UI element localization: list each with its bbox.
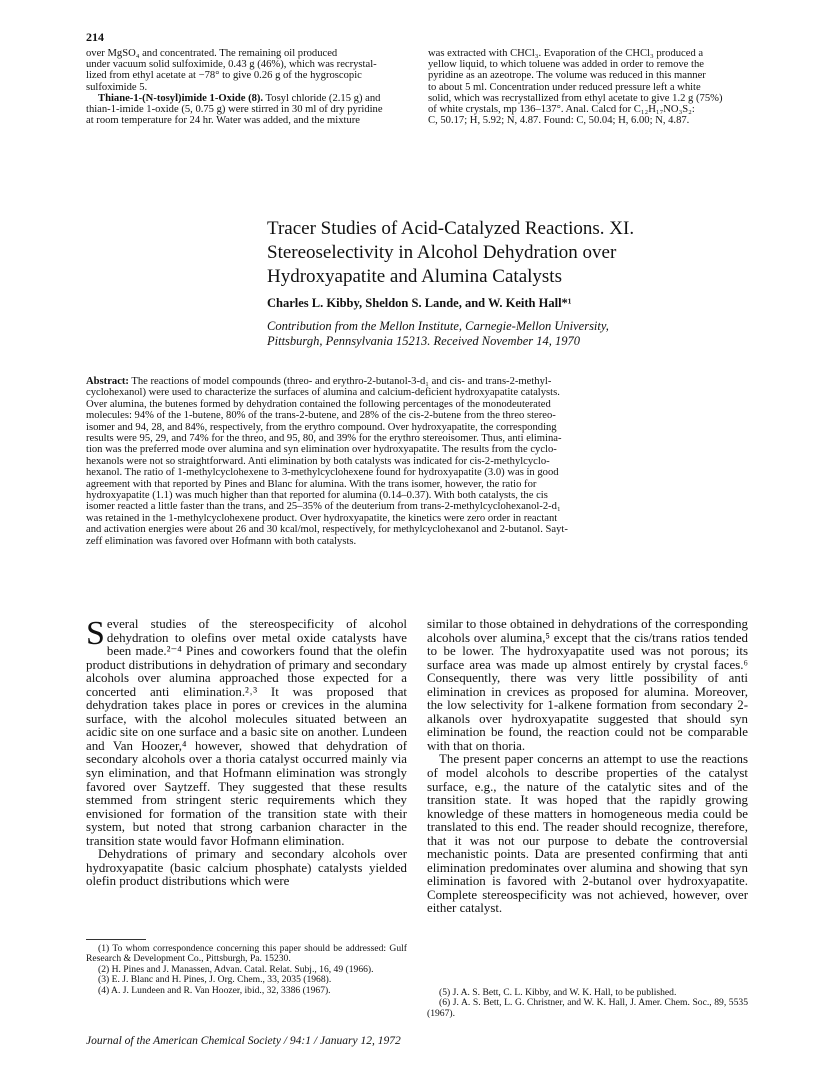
abstract-line: isomer and 94, 28, and 84%, respectively, from the erythro compound. Over hydroxyapatite, the corresponding bbox=[86, 421, 557, 433]
affiliation bbox=[267, 319, 609, 349]
abstract-line: Over alumina, the butenes formed by dehydration contained the following percentages of the monodeuterated bbox=[86, 398, 551, 410]
footnote: (4) A. J. Lundeen and R. Van Hoozer, ibid., 32, 3386 (1967). bbox=[98, 984, 331, 996]
abstract-line: tion was the preferred mode over alumina and syn elimination over hydroxyapatite. The results from the cyclo- bbox=[86, 444, 557, 456]
abstract-line: hexanol. The ratio of 1-methylcyclohexene to 3-methylcyclohexene found for hydroxyapatite (3.0) was in good bbox=[86, 467, 559, 479]
prev-left-line: over MgSO₄ and concentrated. The remaining oil produced bbox=[86, 48, 338, 59]
abstract-text: The reactions of model compounds (threo- and erythro-2-butanol-3-d₁ and cis- and trans-2-methyl- bbox=[128, 376, 552, 387]
prev-left-line: lized from ethyl acetate at −78° to give 0.26 g of the hygroscopic bbox=[86, 70, 362, 82]
body-paragraph: Dehydrations of primary and secondary alcohols over hydroxyapatite (basic calcium phosphate) catalysts yielded olefin product distributions which were bbox=[86, 847, 407, 889]
drop-cap: S bbox=[86, 615, 105, 652]
prev-article-right-column bbox=[428, 48, 748, 126]
intro-text: everal studies of the stereospecificity of alcohol dehydration to olefins over metal oxide catalysts have been made.²⁻⁴ Pines and coworkers found that the olefin product distributions in dehydration of primary and secondary alcohols over alumina approached those expected for a concerted anti elimination.²˒³ It was proposed that dehydration takes place in pores or crevices in the alumina surface, with the alcohol molecules situated between an acidic site on one surface and a basic site on another. Lundeen and Van Hoozer,⁴ however, showed that dehydration of secondary alcohols over a thoria catalyst occurred mainly via syn elimination, and that Hofmann elimination was strongly favored over Saytzeff. They suggested that these results stemmed from stringent steric requirements which they envisioned for formation of the transition state with their system, but noted that strong carbanion character in the transition state would favor Hofmann elimination. bbox=[86, 617, 407, 848]
abstract-line: molecules: 94% of the 1-butene, 80% of the trans-2-butene, and 28% of the cis-2-butene from the threo stereo- bbox=[86, 410, 556, 422]
abstract-line: and activation energies were about 26 and 30 kcal/mol, respectively, for methylcyclohexanol and 2-butanol. Sayt- bbox=[86, 524, 568, 536]
prev-article-left-column bbox=[86, 48, 406, 126]
abstract-line: isomer reacted a little faster than the trans, and 25–35% of the deuterium from trans-2-methylcyclohexanol-2-d₁ bbox=[86, 501, 561, 513]
body-right-column bbox=[427, 618, 748, 916]
footnote: (6) J. A. S. Bett, L. G. Christner, and W. K. Hall, J. Amer. Chem. Soc., 89, 5535 (1967). bbox=[427, 997, 748, 1019]
abstract-line: was retained in the 1-methylcyclohexene product. Over hydroxyapatite, the kinetics were zero order in reactant bbox=[86, 512, 558, 524]
abstract-line: zeff elimination was favored over Hofmann with both catalysts. bbox=[86, 535, 357, 547]
compound-heading: Thiane-1-(N-tosyl)imide 1-Oxide (8). bbox=[98, 92, 264, 104]
prev-left-line: under vacuum solid sulfoximide, 0.43 g (46%), which was recrystal- bbox=[86, 59, 377, 71]
prev-right-line: pyridine as an azeotrope. The volume was reduced in this manner bbox=[428, 70, 706, 82]
prev-left-text: Tosyl chloride (2.15 g) and bbox=[263, 92, 381, 104]
abstract-line: hexanols were not so straightforward. Anti elimination by both catalysts was indicated for cis-2-methylcyclo- bbox=[86, 455, 550, 467]
body-paragraph: similar to those obtained in dehydrations of the corresponding alcohols over alumina,⁵ except that the cis/trans ratios tended to be lower. The hydroxyapatite used was not porous; its surface area was made up almost entirely by crystal faces.⁶ Consequently, there was very little possibility of anti elimination in crevices as proposed for alumina. Moreover, the low selectivity for 1-alkene formation from secondary 2-alkanols over hydroxyapatite suggested that should syn elimination be found, the reaction could not be comparable with that on thoria. bbox=[427, 617, 748, 753]
prev-left-line: at room temperature for 24 hr. Water was added, and the mixture bbox=[86, 115, 360, 127]
abstract-label: Abstract: bbox=[86, 376, 129, 387]
prev-left-paragraph bbox=[86, 93, 406, 104]
abstract-line bbox=[86, 376, 741, 387]
abstract bbox=[86, 376, 741, 547]
footnote: (3) E. J. Blanc and H. Pines, J. Org. Chem., 33, 2035 (1968). bbox=[98, 974, 332, 986]
journal-footer: Journal of the American Chemical Society / 94:1 / January 12, 1972 bbox=[86, 1035, 401, 1047]
prev-right-line: to about 5 ml. Concentration under reduced pressure left a white bbox=[428, 81, 701, 93]
prev-right-line: of white crystals, mp 136–137°. Anal. Calcd for C₁₂H₁₇NO₃S₂: bbox=[428, 104, 695, 116]
footnotes-left bbox=[86, 944, 407, 996]
abstract-line: hydroxyapatite (1.1) was much higher than that reported for alumina (0.14–0.37). With both catalysts, the cis bbox=[86, 490, 548, 502]
prev-right-line: solid, which was recrystallized from ethyl acetate to give 1.2 g (75%) bbox=[428, 92, 723, 104]
footnotes-right bbox=[427, 988, 748, 1019]
prev-left-line: sulfoximide 5. bbox=[86, 81, 148, 93]
footnote: (5) J. A. S. Bett, C. L. Kibby, and W. K. Hall, to be published. bbox=[439, 987, 677, 998]
abstract-line: cyclohexanol) were used to characterize the surfaces of alumina and calcium-deficient hydroxyapatite catalysts. bbox=[86, 387, 560, 399]
prev-right-line: C, 50.17; H, 5.92; N, 4.87. Found: C, 50.04; H, 6.00; N, 4.87. bbox=[428, 115, 690, 127]
footnote-rule bbox=[86, 939, 146, 940]
prev-right-line: was extracted with CHCl₃. Evaporation of the CHCl₃ produced a bbox=[428, 48, 704, 59]
title-line: Hydroxyapatite and Alumina Catalysts bbox=[267, 266, 562, 287]
prev-left-line: thian-1-imide 1-oxide (5, 0.75 g) were stirred in 30 ml of dry pyridine bbox=[86, 104, 383, 116]
body-paragraph: The present paper concerns an attempt to use the reactions of model alcohols to describe properties of the catalyst surface, e.g., the nature of the catalytic sites and of the transition state. It was hoped that the rapidly growing knowledge of these matters in homogeneous media could be translated to this end. The reader should recognize, therefore, that it was not our purpose to debate the controversial mechanistic points. Data are presented confirming that anti elimination predominates over alumina and showing that syn elimination is favored with 2-butanol over hydroxyapatite. Complete stereospecificity was not achieved, however, over either catalyst. bbox=[427, 752, 748, 916]
title-line: Stereoselectivity in Alcohol Dehydration over bbox=[267, 242, 617, 263]
body-left-column bbox=[86, 615, 407, 889]
prev-right-line: yellow liquid, to which toluene was added in order to remove the bbox=[428, 59, 704, 71]
abstract-line: results were 95, 29, and 74% for the threo, and 95, 80, and 39% for the erythro stereoisomer. Thus, anti elimina- bbox=[86, 433, 562, 445]
affiliation-line: Contribution from the Mellon Institute, Carnegie-Mellon University, bbox=[267, 319, 609, 333]
abstract-line: agreement with that reported by Pines and Blanc for alumina. With the trans isomer, however, the ratio for bbox=[86, 478, 537, 490]
title-line: Tracer Studies of Acid-Catalyzed Reactions. XI. bbox=[267, 218, 635, 239]
footnote: (1) To whom correspondence concerning this paper should be addressed: Gulf Research & Development Co., Pittsburgh, Pa. 15230. bbox=[86, 943, 407, 965]
article-title bbox=[267, 217, 727, 289]
page-number: 214 bbox=[86, 30, 104, 44]
intro-paragraph bbox=[86, 615, 407, 848]
affiliation-line: Pittsburgh, Pennsylvania 15213. Received November 14, 1970 bbox=[267, 334, 581, 348]
author-list: Charles L. Kibby, Sheldon S. Lande, and W. Keith Hall*¹ bbox=[267, 296, 572, 310]
footnote: (2) H. Pines and J. Manassen, Advan. Catal. Relat. Subj., 16, 49 (1966). bbox=[98, 963, 374, 975]
